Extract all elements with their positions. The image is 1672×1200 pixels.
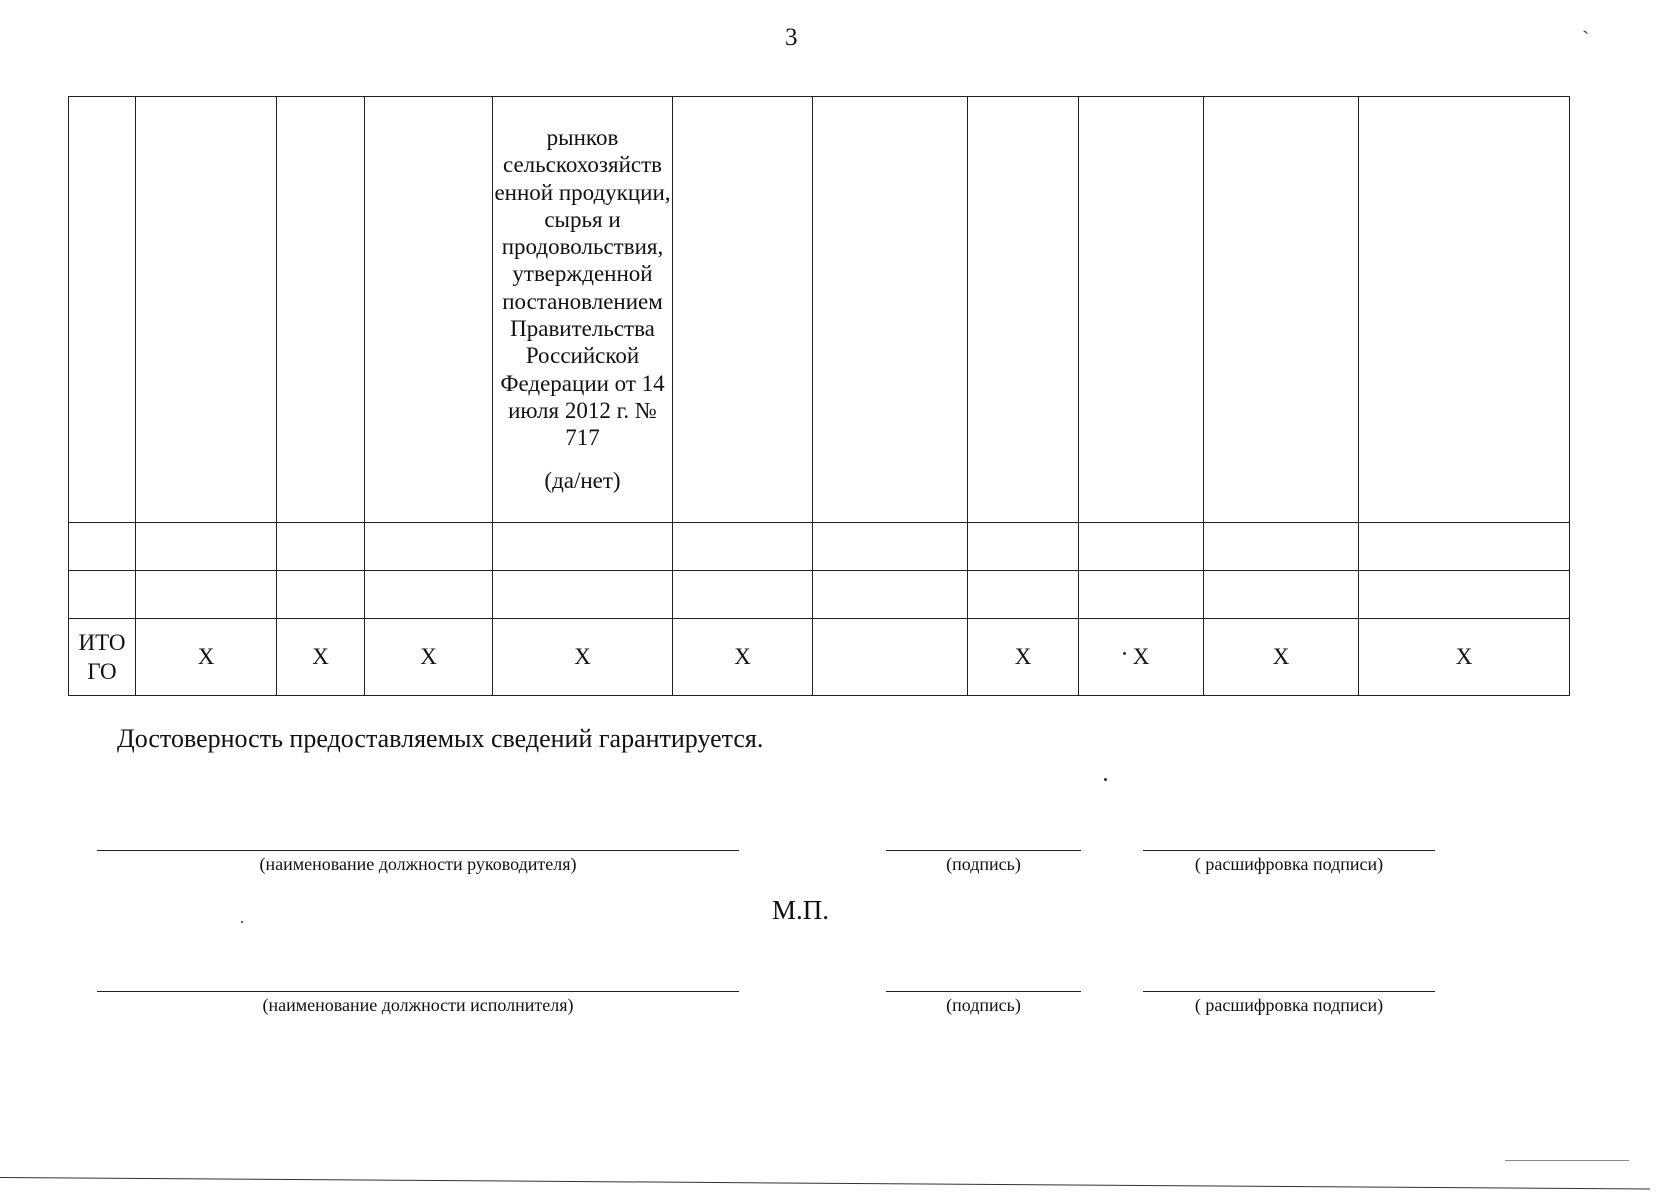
- header-cell: [673, 97, 813, 523]
- total-mark: Х: [673, 618, 813, 695]
- manager-position-caption: (наименование должности руководителя): [259, 854, 577, 874]
- manager-decoding-caption: ( расшифровка подписи): [1194, 854, 1384, 874]
- header-cell-text: [493, 97, 673, 523]
- table-cell: [69, 570, 136, 618]
- stamp-placeholder: М.П.: [772, 895, 830, 925]
- manager-signature-line: [886, 850, 1081, 851]
- total-mark: Х: [1079, 618, 1204, 695]
- manager-position-line: [97, 850, 739, 851]
- table-cell: [493, 570, 673, 618]
- page-number: 3: [785, 24, 798, 51]
- header-cell: [1204, 97, 1359, 523]
- table-row: [69, 570, 1570, 618]
- total-mark: Х: [136, 618, 277, 695]
- total-label: ИТО ГО: [69, 618, 136, 695]
- table-header-row: [69, 97, 1570, 523]
- manager-decoding-line: [1143, 850, 1435, 851]
- table-cell: [813, 570, 968, 618]
- scan-dot: [1104, 778, 1107, 781]
- corner-mark: `: [1582, 26, 1590, 51]
- scan-dot: [241, 921, 243, 923]
- header-cell: [365, 97, 493, 523]
- scan-dot: [1123, 652, 1126, 655]
- total-mark: Х: [1204, 618, 1359, 695]
- executor-position-line: [97, 991, 739, 992]
- executor-signature-caption: (подпись): [946, 995, 1021, 1015]
- total-mark: Х: [968, 618, 1079, 695]
- table-cell: [1079, 570, 1204, 618]
- total-mark: Х: [493, 618, 673, 695]
- header-cell: [813, 97, 968, 523]
- table-cell: [277, 522, 365, 570]
- table-cell: [968, 522, 1079, 570]
- total-mark: [813, 618, 968, 695]
- header-text: рынков сельскохозяйств енной продукции, сырья и продовольствия, утвержденной постановлением Правительства Российской Федерации от 14 июля 2012 г. № 717: [494, 124, 671, 451]
- table-cell: [136, 570, 277, 618]
- total-mark: Х: [365, 618, 493, 695]
- header-note: (да/нет): [544, 468, 621, 494]
- table-cell: [1359, 570, 1570, 618]
- table-cell: [1359, 522, 1570, 570]
- certification-statement: Достоверность предоставляемых сведений гарантируется.: [117, 724, 764, 753]
- total-row: [69, 618, 1570, 695]
- header-cell: [1079, 97, 1204, 523]
- table-cell: [136, 522, 277, 570]
- header-cell: [69, 97, 136, 523]
- table-cell: [968, 570, 1079, 618]
- executor-position-caption: (наименование должности исполнителя): [262, 995, 574, 1015]
- header-cell: [136, 97, 277, 523]
- table-row: [69, 522, 1570, 570]
- bottom-right-scan-line: [1505, 1160, 1629, 1161]
- table-cell: [1079, 522, 1204, 570]
- table-cell: [277, 570, 365, 618]
- table-cell: [69, 522, 136, 570]
- report-table: [68, 96, 1570, 696]
- executor-signature-line: [886, 991, 1081, 992]
- table-cell: [813, 522, 968, 570]
- header-cell: [968, 97, 1079, 523]
- executor-decoding-line: [1143, 991, 1435, 992]
- bottom-scan-line: [0, 1177, 1650, 1190]
- table-cell: [673, 522, 813, 570]
- manager-signature-caption: (подпись): [946, 854, 1021, 874]
- total-mark: Х: [277, 618, 365, 695]
- table-cell: [673, 570, 813, 618]
- table-cell: [365, 522, 493, 570]
- table-cell: [1204, 522, 1359, 570]
- executor-decoding-caption: ( расшифровка подписи): [1194, 995, 1384, 1015]
- table-cell: [493, 522, 673, 570]
- header-cell: [277, 97, 365, 523]
- table-cell: [1204, 570, 1359, 618]
- header-cell: [1359, 97, 1570, 523]
- total-mark: Х: [1359, 618, 1570, 695]
- table-cell: [365, 570, 493, 618]
